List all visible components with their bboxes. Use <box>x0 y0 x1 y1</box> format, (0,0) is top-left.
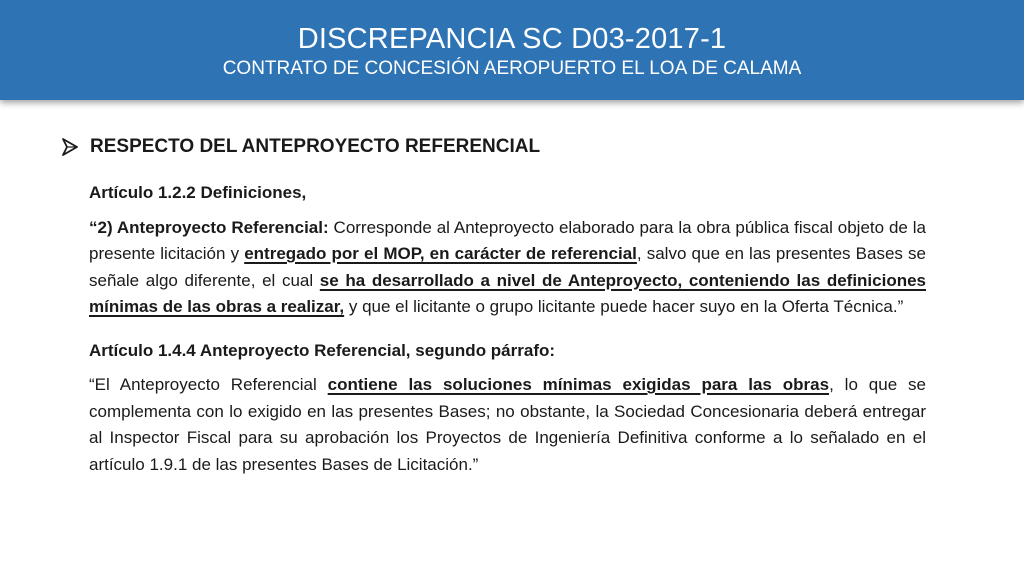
paragraph-text: y que el licitante o grupo licitante puede hacer suyo en la Oferta Técnica.” <box>344 297 904 316</box>
article-1-paragraph <box>89 215 926 321</box>
slide-subtitle: CONTRATO DE CONCESIÓN AEROPUERTO EL LOA DE CALAMA <box>222 58 802 79</box>
article-1-heading: Artículo 1.2.2 Definiciones, <box>89 183 307 202</box>
slide-title: DISCREPANCIA SC D03-2017-1 <box>297 23 727 55</box>
slide-body <box>89 180 926 478</box>
section-heading: RESPECTO DEL ANTEPROYECTO REFERENCIAL <box>90 136 541 157</box>
emphasis-underlined: entregado por el MOP, en carácter de referencial <box>244 244 637 263</box>
definition-term: “2) Anteproyecto Referencial: <box>89 217 329 237</box>
slide-header <box>0 0 1024 100</box>
article-2-heading: Artículo 1.4.4 Anteproyecto Referencial, segundo párrafo: <box>89 340 556 360</box>
paragraph-text: Corresponde al Anteproyecto elaborado para la obra pública fiscal objeto de la presente licitación y <box>89 217 927 263</box>
emphasis-underlined: se ha desarrollado a nivel de Anteproyecto, conteniendo las definiciones mínimas de las obras a realizar, <box>89 270 927 316</box>
paragraph-text: “El Anteproyecto Referencial <box>89 375 328 394</box>
paragraph-text: , lo que se complementa con lo exigido en las presentes Bases; no obstante, la Sociedad Concesionaria deberá entregar al Inspector Fiscal para su aprobación los Proyectos de Ingeniería Definitiva conforme a lo señalado en el artículo 1.9.1 de las presentes Bases de Licitación.” <box>89 375 926 474</box>
article-2-paragraph <box>89 372 926 478</box>
section-heading-row <box>60 134 964 160</box>
emphasis-underlined: contiene las soluciones mínimas exigidas para las obras <box>327 375 830 394</box>
arrow-bullet-icon <box>60 137 80 157</box>
paragraph-text: , salvo que en las presentes Bases se señale algo diferente, el cual <box>89 244 926 290</box>
